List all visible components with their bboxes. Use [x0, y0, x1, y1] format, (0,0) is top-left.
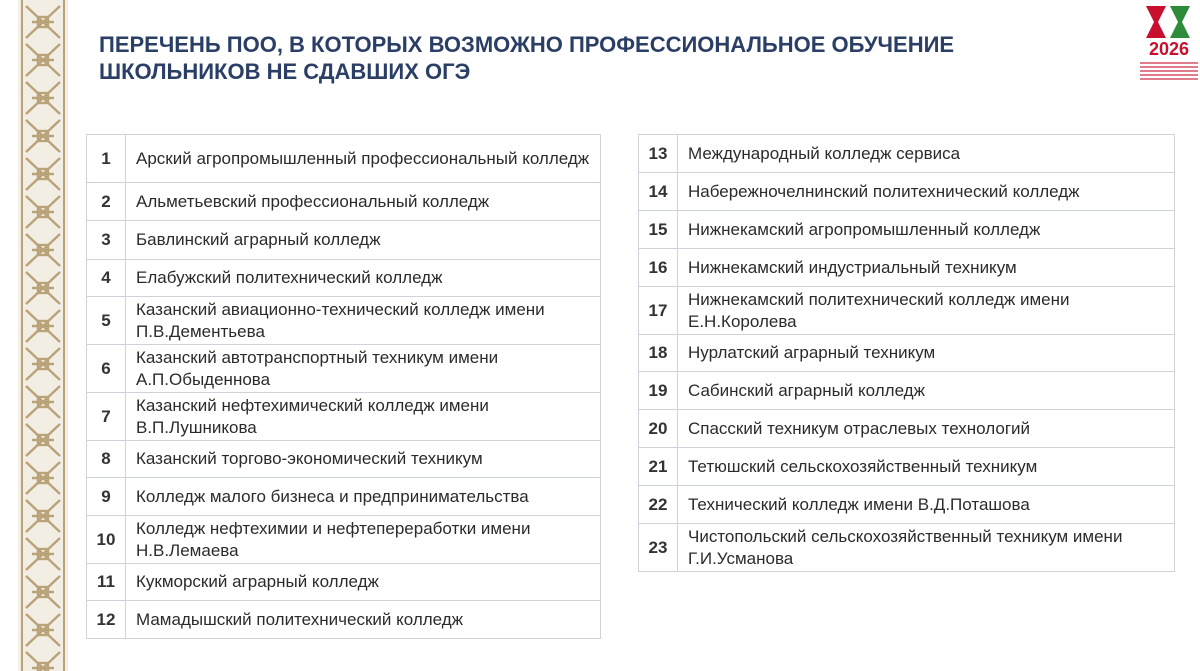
college-name: Технический колледж имени В.Д.Поташова — [678, 486, 1175, 524]
year-2026-logo — [1136, 2, 1200, 84]
college-name: Елабужский политехнический колледж — [126, 260, 601, 297]
row-number: 19 — [639, 372, 678, 410]
table-row — [87, 183, 601, 221]
table-row — [87, 516, 601, 564]
table-row — [639, 486, 1175, 524]
page-title — [99, 31, 1099, 85]
college-name: Колледж малого бизнеса и предпринимательства — [126, 478, 601, 516]
table-row — [639, 287, 1175, 335]
table-row — [639, 335, 1175, 372]
table-row — [639, 448, 1175, 486]
table-row — [87, 441, 601, 478]
college-name: Колледж нефтехимии и нефтепереработки имени Н.В.Лемаева — [126, 516, 601, 564]
row-number: 4 — [87, 260, 126, 297]
row-number: 17 — [639, 287, 678, 335]
row-number: 2 — [87, 183, 126, 221]
row-number: 7 — [87, 393, 126, 441]
row-number: 23 — [639, 524, 678, 572]
logo-caption-lines — [1140, 60, 1198, 82]
table-row — [87, 135, 601, 183]
table-row — [639, 372, 1175, 410]
college-name: Альметьевский профессиональный колледж — [126, 183, 601, 221]
college-name: Мамадышский политехнический колледж — [126, 601, 601, 639]
college-name: Нижнекамский агропромышленный колледж — [678, 211, 1175, 249]
college-name: Казанский нефтехимический колледж имени В.П.Лушникова — [126, 393, 601, 441]
row-number: 18 — [639, 335, 678, 372]
college-name: Нижнекамский индустриальный техникум — [678, 249, 1175, 287]
row-number: 20 — [639, 410, 678, 448]
college-name: Кукморский аграрный колледж — [126, 564, 601, 601]
row-number: 6 — [87, 345, 126, 393]
row-number: 5 — [87, 297, 126, 345]
table-row — [87, 478, 601, 516]
table-row — [639, 410, 1175, 448]
row-number: 3 — [87, 221, 126, 260]
row-number: 8 — [87, 441, 126, 478]
college-name: Казанский торгово-экономический техникум — [126, 441, 601, 478]
table-row — [87, 221, 601, 260]
table-row — [87, 297, 601, 345]
row-number: 16 — [639, 249, 678, 287]
table-row — [639, 524, 1175, 572]
row-number: 12 — [87, 601, 126, 639]
college-name: Бавлинский аграрный колледж — [126, 221, 601, 260]
college-name: Казанский авиационно-технический колледж имени П.В.Дементьева — [126, 297, 601, 345]
table-row — [639, 249, 1175, 287]
table-row — [87, 564, 601, 601]
row-number: 14 — [639, 173, 678, 211]
table-row — [639, 173, 1175, 211]
row-number: 11 — [87, 564, 126, 601]
table-row — [87, 601, 601, 639]
colleges-table-right — [638, 134, 1175, 572]
logo-year: 2026 — [1148, 39, 1190, 59]
college-name: Спасский техникум отраслевых технологий — [678, 410, 1175, 448]
row-number: 1 — [87, 135, 126, 183]
row-number: 13 — [639, 135, 678, 173]
table-row — [87, 260, 601, 297]
page-title-line-1: ПЕРЕЧЕНЬ ПОО, В КОТОРЫХ ВОЗМОЖНО ПРОФЕССИОНАЛЬНОЕ ОБУЧЕНИЕ — [99, 32, 955, 57]
table-row — [87, 345, 601, 393]
college-name: Тетюшский сельскохозяйственный техникум — [678, 448, 1175, 486]
college-name: Казанский автотранспортный техникум имени А.П.Обыденнова — [126, 345, 601, 393]
college-name: Набережночелнинский политехнический колледж — [678, 173, 1175, 211]
college-name: Нурлатский аграрный техникум — [678, 335, 1175, 372]
table-row — [87, 393, 601, 441]
table-row — [639, 135, 1175, 173]
logo-emblem-icon — [1136, 2, 1200, 42]
row-number: 9 — [87, 478, 126, 516]
row-number: 15 — [639, 211, 678, 249]
college-name: Чистопольский сельскохозяйственный техникум имени Г.И.Усманова — [678, 524, 1175, 572]
row-number: 10 — [87, 516, 126, 564]
college-name: Арский агропромышленный профессиональный колледж — [126, 135, 601, 183]
row-number: 22 — [639, 486, 678, 524]
colleges-table-left — [86, 134, 601, 639]
row-number: 21 — [639, 448, 678, 486]
college-name: Нижнекамский политехнический колледж имени Е.Н.Королева — [678, 287, 1175, 335]
decorative-border-ornament — [18, 0, 68, 671]
college-name: Международный колледж сервиса — [678, 135, 1175, 173]
page-title-line-2: ШКОЛЬНИКОВ НЕ СДАВШИХ ОГЭ — [99, 59, 471, 84]
college-name: Сабинский аграрный колледж — [678, 372, 1175, 410]
table-row — [639, 211, 1175, 249]
